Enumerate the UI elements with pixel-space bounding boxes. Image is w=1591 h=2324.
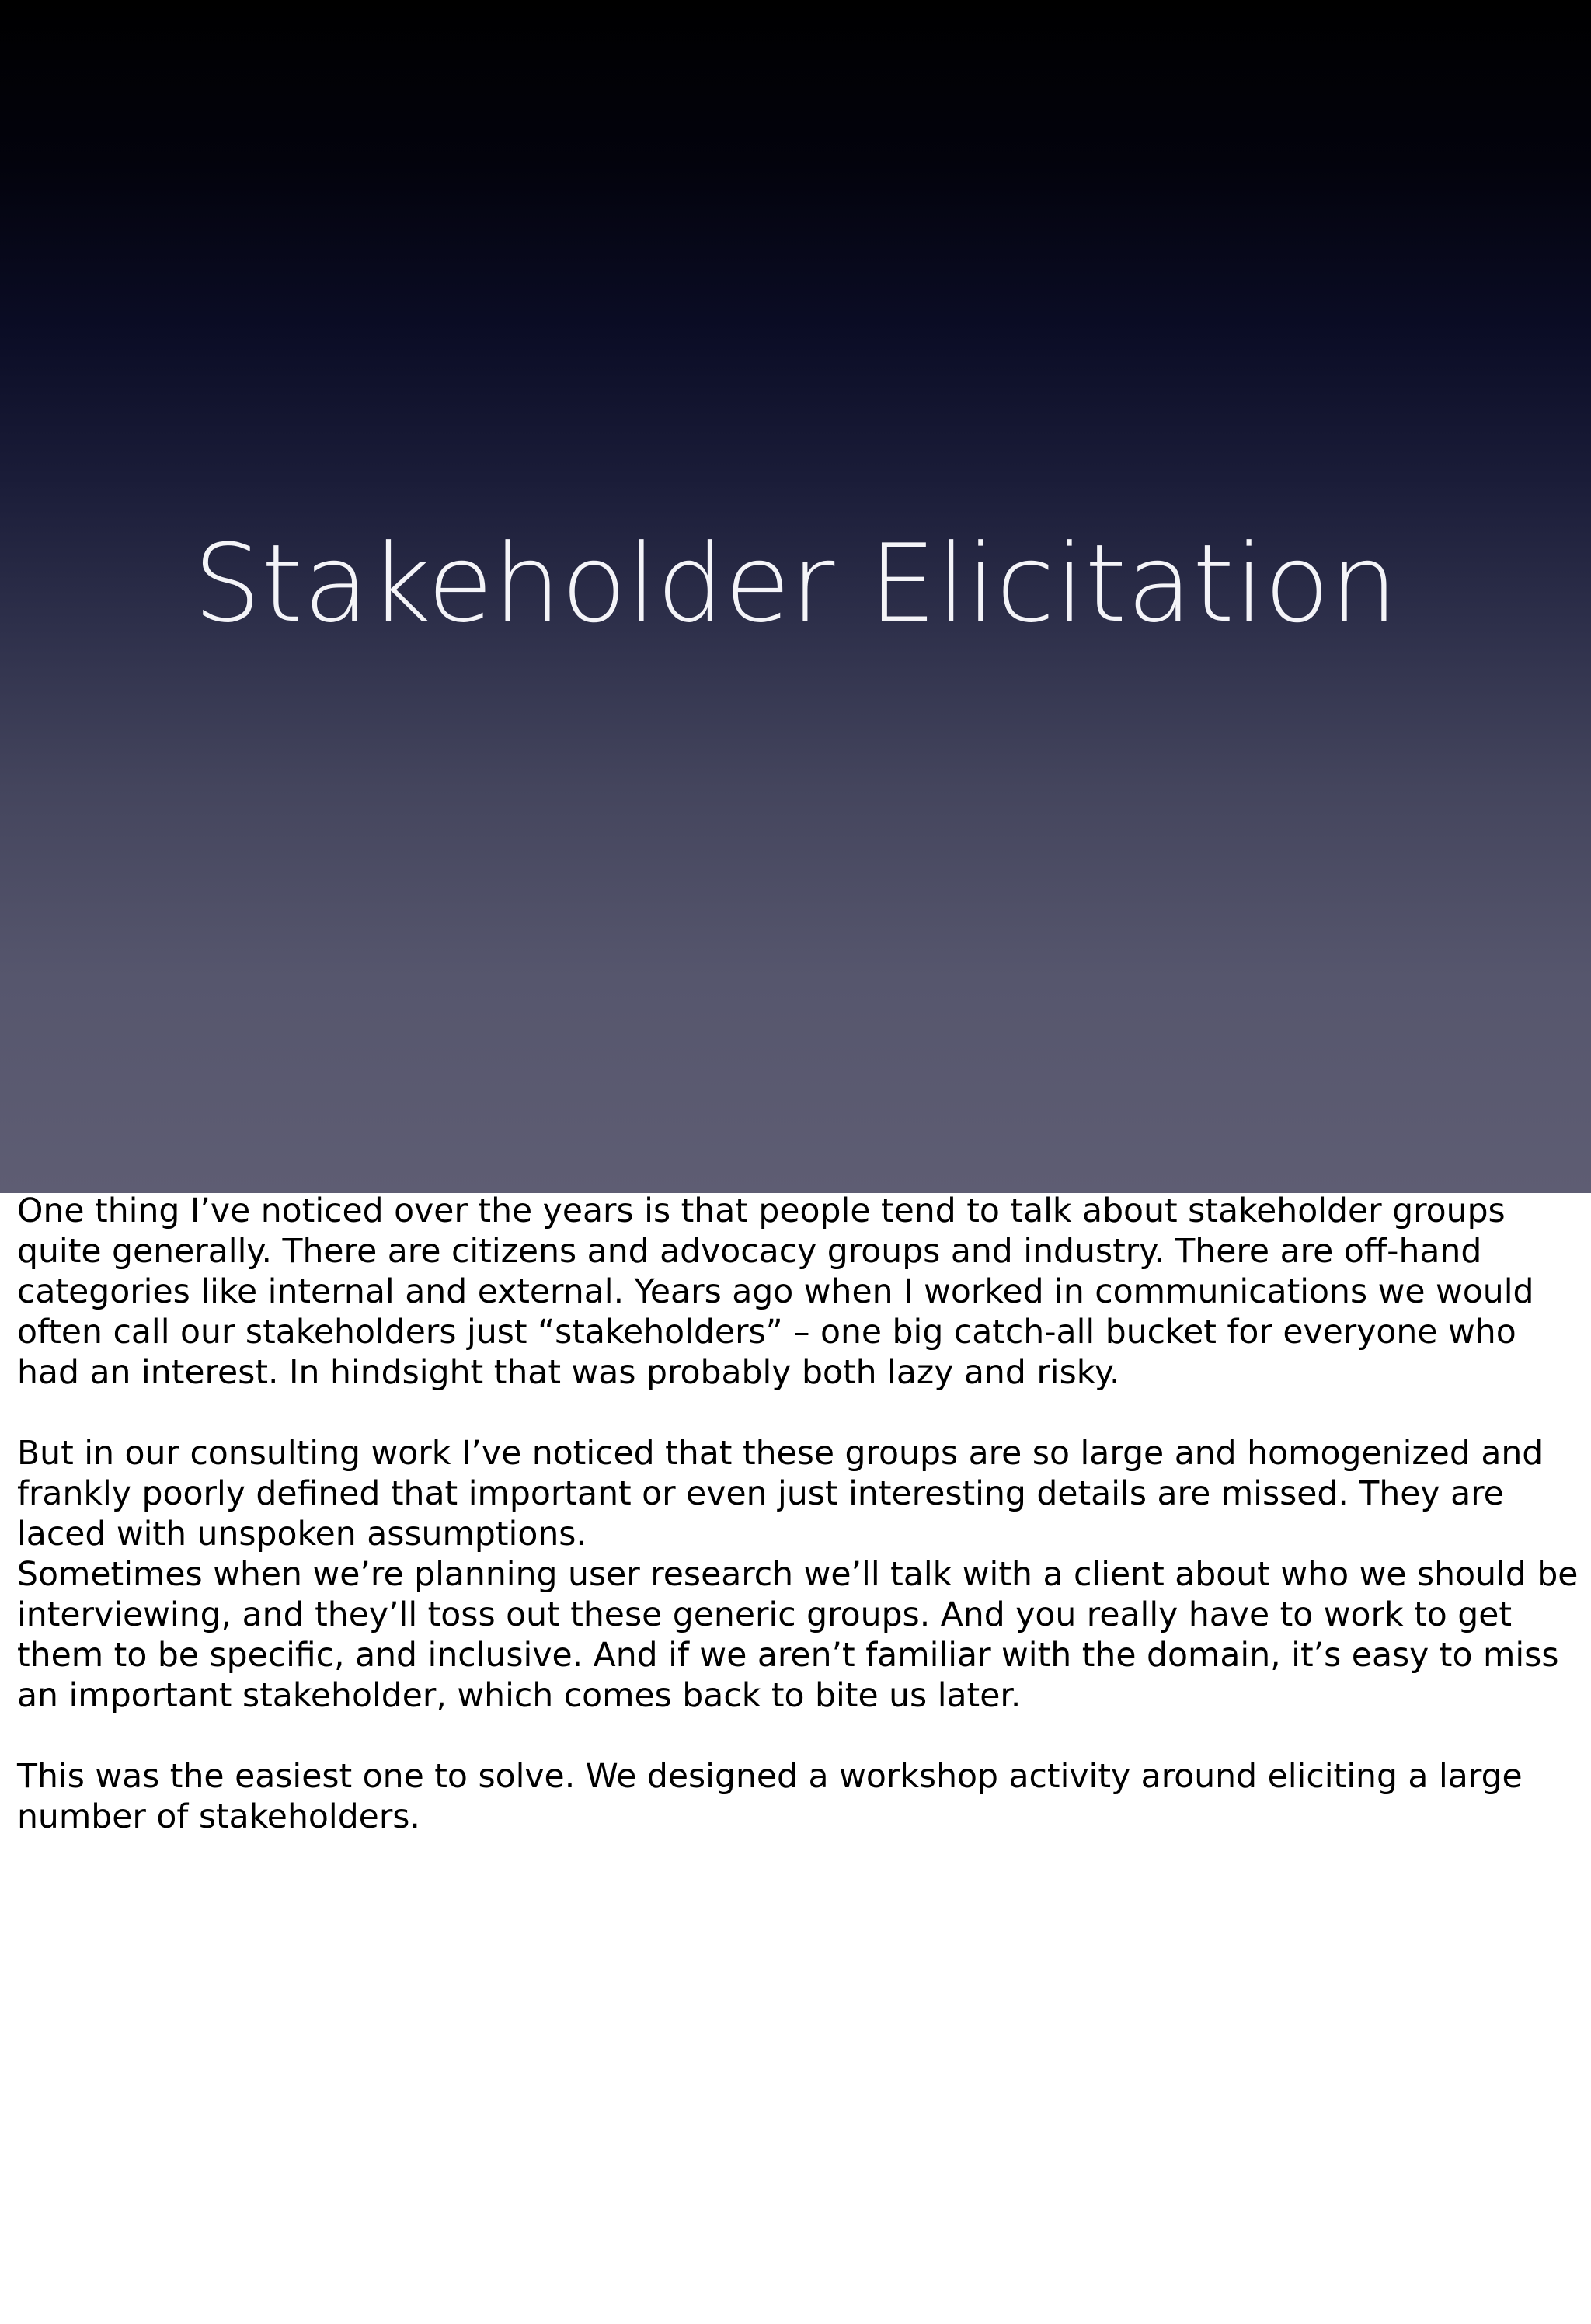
notes-line: them to be specific, and inclusive. And if we aren’t familiar with the domain, it’s easy to miss <box>17 1637 1559 1675</box>
notes-line: categories like internal and external. Years ago when I worked in communications we would <box>17 1273 1534 1311</box>
notes-line: laced with unspoken assumptions. <box>17 1515 587 1553</box>
notes-line: an important stakeholder, which comes back to bite us later. <box>17 1677 1022 1715</box>
notes-line: This was the easiest one to solve. We designed a workshop activity around eliciting a large <box>17 1758 1523 1796</box>
notes-line: number of stakeholders. <box>17 1798 420 1836</box>
notes-line: had an interest. In hindsight that was probably both lazy and risky. <box>17 1354 1120 1392</box>
notes-line: interviewing, and they’ll toss out these generic groups. And you really have to work to get <box>17 1596 1513 1634</box>
notes-line: But in our consulting work I’ve noticed that these groups are so large and homogenized and <box>17 1435 1544 1473</box>
notes-blank-line <box>17 1717 1579 1757</box>
slide-title: Stakeholder Elicitation <box>193 521 1398 646</box>
notes-line: One thing I’ve noticed over the years is that people tend to talk about stakeholder groups <box>17 1192 1506 1230</box>
notes-line: often call our stakeholders just “stakeholders” – one big catch-all bucket for everyone who <box>17 1313 1516 1352</box>
notes-line: quite generally. There are citizens and advocacy groups and industry. There are off-hand <box>17 1233 1482 1271</box>
notes-blank-line <box>17 1393 1579 1434</box>
speaker-notes <box>17 1192 1579 1838</box>
notes-line: Sometimes when we’re planning user research we’ll talk with a client about who we should be <box>17 1556 1579 1594</box>
notes-line: frankly poorly defined that important or even just interesting details are missed. They are <box>17 1475 1504 1513</box>
